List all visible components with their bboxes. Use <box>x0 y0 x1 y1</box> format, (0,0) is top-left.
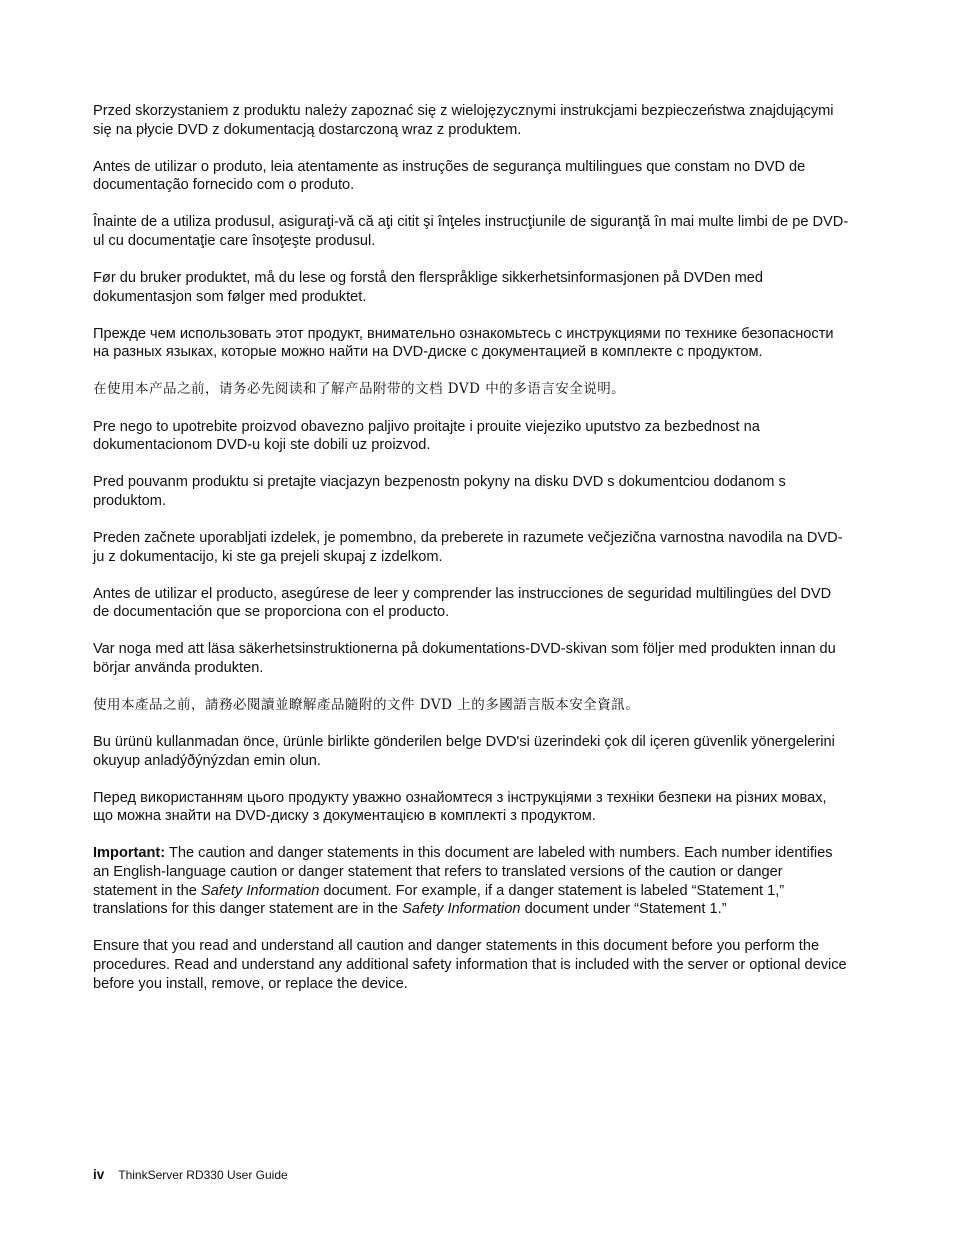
safety-information-title-1: Safety Information <box>200 882 320 899</box>
page-number: iv <box>93 1167 105 1182</box>
safety-paragraph-ukrainian: Перед використанням цього продукту уважно ознайомтеся з інструкціями з техніки безпеки на різних мовах, що можна знайти на DVD-диску з документацією в комплекті з продуктом. <box>93 789 827 825</box>
safety-paragraph-norwegian: Før du bruker produktet, må du lese og forstå den flerspråklige sikkerhetsinformasjonen på DVDen med dokumentasjon som følger med produktet. <box>93 270 764 305</box>
safety-paragraph-turkish: Bu ürünü kullanmadan önce, ürünle birlikte gönderilen belge DVD'si üzerindeki çok dil içeren güvenlik yönergelerini okuyup anladýðýnýzdan emin olun. <box>93 734 835 769</box>
important-text-3: document under “Statement 1.” <box>520 901 727 918</box>
important-label: Important: <box>93 845 166 862</box>
safety-paragraph-traditional-chinese: 使用本產品之前，請務必閱讀並瞭解產品隨附的文件 DVD 上的多國語言版本安全資訊。 <box>93 696 640 713</box>
ensure-paragraph: Ensure that you read and understand all caution and danger statements in this document before you perform the procedures. Read and understand any additional safety information that is included with the server or optional device before you install, remove, or replace the device. <box>93 938 847 992</box>
safety-paragraph-russian: Прежде чем использовать этот продукт, внимательно ознакомьтесь с инструкциями по технике безопасности на разных языках, которые можно найти на DVD-диске с документацией в комплекте с продуктом. <box>93 325 834 361</box>
safety-paragraph-slovenian: Preden začnete uporabljati izdelek, je pomembno, da preberete in razumete večjezična varnostna navodila na DVD-ju z dokumentacijo, ki ste ga prejeli skupaj z izdelkom. <box>93 529 843 565</box>
important-note <box>93 844 849 918</box>
safety-paragraph-swedish: Var noga med att läsa säkerhetsinstruktionerna på dokumentations-DVD-skivan som följer med produkten innan du börjar använda produkten. <box>93 641 836 676</box>
safety-paragraph-slovak: Pred pouvanm produktu si pretajte viacjazyn bezpenostn pokyny na disku DVD s dokumentciou dodanom s produktom. <box>93 474 786 509</box>
safety-paragraph-polish: Przed skorzystaniem z produktu należy zapoznać się z wielojęzycznymi instrukcjami bezpieczeństwa znajdującymi się na płycie DVD z dokumentacją dostarczoną wraz z produktem. <box>93 103 834 138</box>
important-text-1: The caution and danger statements in this document are labeled with numbers. Each number identifies an English-language caution or danger statement that refers to translated versions of the caution or danger statement in the <box>93 845 833 899</box>
safety-paragraph-spanish: Antes de utilizar el producto, asegúrese de leer y comprender las instrucciones de seguridad multilingües del DVD de documentación que se proporciona con el producto. <box>93 585 832 621</box>
safety-paragraph-simplified-chinese: 在使用本产品之前，请务必先阅读和了解产品附带的文档 DVD 中的多语言安全说明。 <box>93 381 626 398</box>
page-footer <box>93 1167 288 1183</box>
safety-paragraph-romanian: Înainte de a utiliza produsul, asiguraţi-vă că aţi citit şi înţeles instrucţiunile de siguranţă în mai multe limbi de pe DVD-ul cu documentaţie care însoţeşte produsul. <box>93 214 849 249</box>
safety-paragraph-portuguese: Antes de utilizar o produto, leia atentamente as instruções de segurança multilingues que constam no DVD de documentação fornecido com o produto. <box>93 158 806 194</box>
safety-information-title-2: Safety Information <box>402 901 521 918</box>
important-text-2: document. For example, if a danger statement is labeled “Statement 1,” translations for this danger statement are in the <box>93 882 785 918</box>
guide-title: ThinkServer RD330 User Guide <box>118 1168 288 1182</box>
safety-paragraph-serbian: Pre nego to upotrebite proizvod obavezno paljivo proitajte i prouite viejeziko uputstvo za bezbednost na dokumentacionom DVD-u koji ste dobili uz proizvod. <box>93 418 760 454</box>
document-body <box>93 102 849 1012</box>
